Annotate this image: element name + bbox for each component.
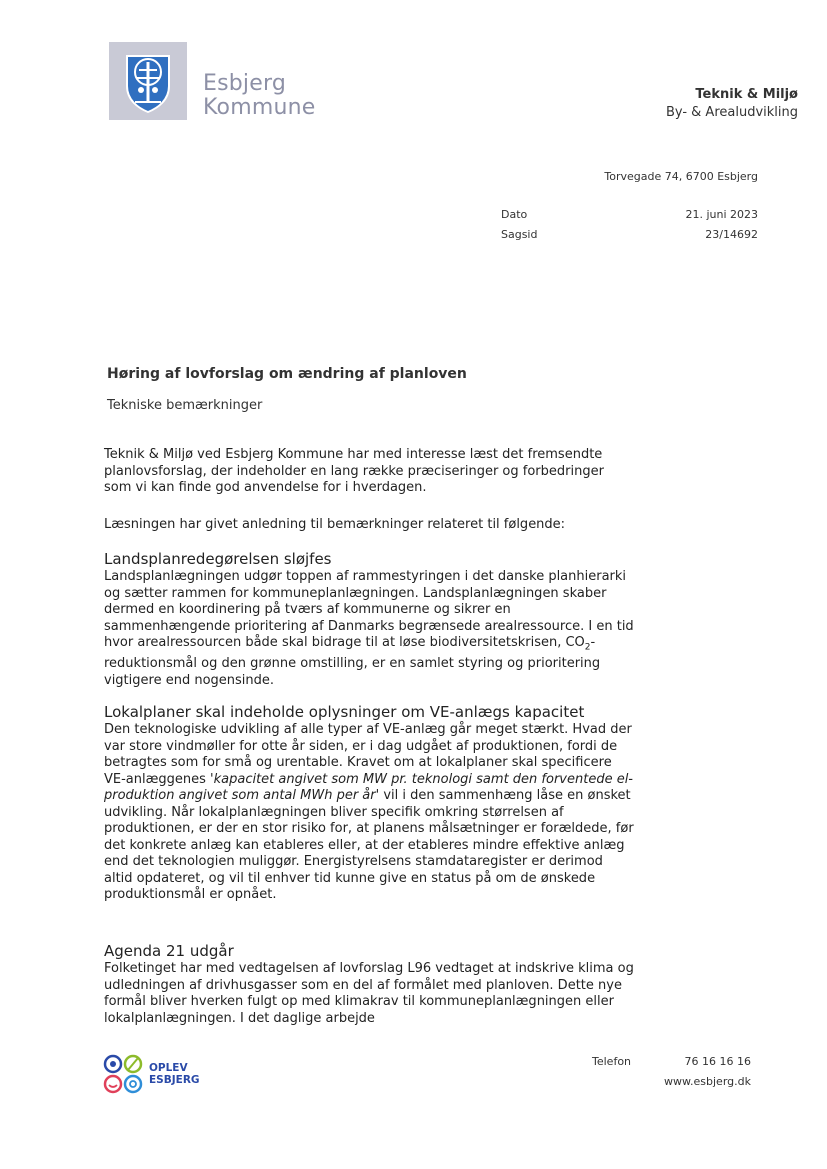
section-heading-ve-anlaeg: Lokalplaner skal indeholde oplysninger om VE-anlægs kapacitet — [104, 703, 585, 721]
date-value: 21. juni 2023 — [685, 208, 758, 221]
date-label: Dato — [501, 208, 528, 221]
section-body-agenda21: Folketinget har med vedtagelsen af lovforslag L96 vedtaget at indskrive klima og udledningen af drivhusgasser som en del af formålet med planloven. Dette nye formål bliver hverken fulgt op med klimakrav til kommuneplanlægningen eller lokalplanlægningen. I det daglige arbejde — [104, 961, 634, 1026]
document-subtitle: Tekniske bemærkninger — [107, 398, 263, 413]
logo-line-1: Esbjerg — [203, 71, 286, 96]
landsplan-text-a: Landsplanlægningen udgør toppen af rammestyringen i det danske planhierarki og sætter rammen for kommuneplanlægningen. Landsplanlægningen skaber dermed en koordinering på tværs af kommunerne og sikrer en sammenhængende prioritering af Danmarks begrænsede arealressource. I en tid hvor arealressourcen både skal bidrage til at løse biodiversitetskrisen, CO — [104, 569, 634, 650]
crest-icon — [109, 42, 187, 120]
oplev-esbjerg-text — [149, 1062, 200, 1086]
section-heading-agenda21: Agenda 21 udgår — [104, 942, 234, 960]
ve-quote: 'kapacitet angivet som MW pr. teknologi samt den forventede el-produktion angivet som antal MWh per år' — [104, 771, 634, 803]
ve-text-b: vil i den sammenhæng låse en ønsket udvikling. Når lokalplanlægningen bliver specifik omkring størrelsen af produktionen, er der en stor risiko for, at planens målsætninger er forældede, før det konkrete anlæg kan etableres eller, at der etableres mindre effektive anlæg end det teknologien muliggør. Energistyrelsens stamdataregister er derimod altid opdateret, og vil til enhver tid kunne give en status på om de ønskede produktionsmål er opnået. — [104, 788, 634, 902]
phone-value: 76 16 16 16 — [684, 1055, 751, 1068]
oplev-smile-icon — [105, 1076, 121, 1092]
section-heading-landsplan: Landsplanredegørelsen sløjfes — [104, 550, 332, 568]
kommune-logo — [109, 42, 187, 120]
website-link[interactable]: www.esbjerg.dk — [664, 1075, 751, 1088]
department-name: Teknik & Miljø — [695, 87, 798, 102]
kommune-logo-text — [203, 72, 315, 120]
department-sub: By- & Arealudvikling — [665, 105, 798, 120]
document-title: Høring af lovforslag om ændring af planloven — [107, 366, 467, 382]
address: Torvegade 74, 6700 Esbjerg — [604, 170, 758, 183]
section-body-ve-anlaeg — [104, 722, 634, 904]
intro-paragraph: Teknik & Miljø ved Esbjerg Kommune har med interesse læst det fremsendte planlovsforslag, der indeholder en lang række præciseringer og forbedringer som vi kan finde god anvendelse for i hverdagen. — [104, 447, 604, 495]
landsplan-text-b: -reduktionsmål og den grønne omstilling, er en samlet styring og prioritering vigtigere end nogensinde. — [104, 635, 601, 688]
lead-paragraph: Læsningen har givet anledning til bemærkninger relateret til følgende: — [104, 517, 566, 532]
phone-label: Telefon — [592, 1055, 632, 1068]
ve-text-a: Den teknologiske udvikling af alle typer af VE-anlæg går meget stærkt. Hvad der var store vindmøller for otte år siden, er i dag udgået af produktionen, fordi de betragtes som for små og urentable. Kravet om at lokalplaner skal specificere VE-anlæggenes — [104, 722, 632, 787]
logo-line-2: Kommune — [203, 95, 316, 120]
oplev-wave-icon — [125, 1076, 141, 1092]
brand-line-2: ESBJERG — [149, 1074, 200, 1086]
brand-line-1: OPLEV — [149, 1062, 188, 1074]
co2-subscript: 2 — [584, 642, 591, 653]
case-label: Sagsid — [501, 228, 538, 241]
section-body-landsplan — [104, 569, 634, 689]
oplev-esbjerg-logo — [103, 1054, 145, 1096]
department-block — [666, 86, 798, 122]
case-value: 23/14692 — [705, 228, 758, 241]
